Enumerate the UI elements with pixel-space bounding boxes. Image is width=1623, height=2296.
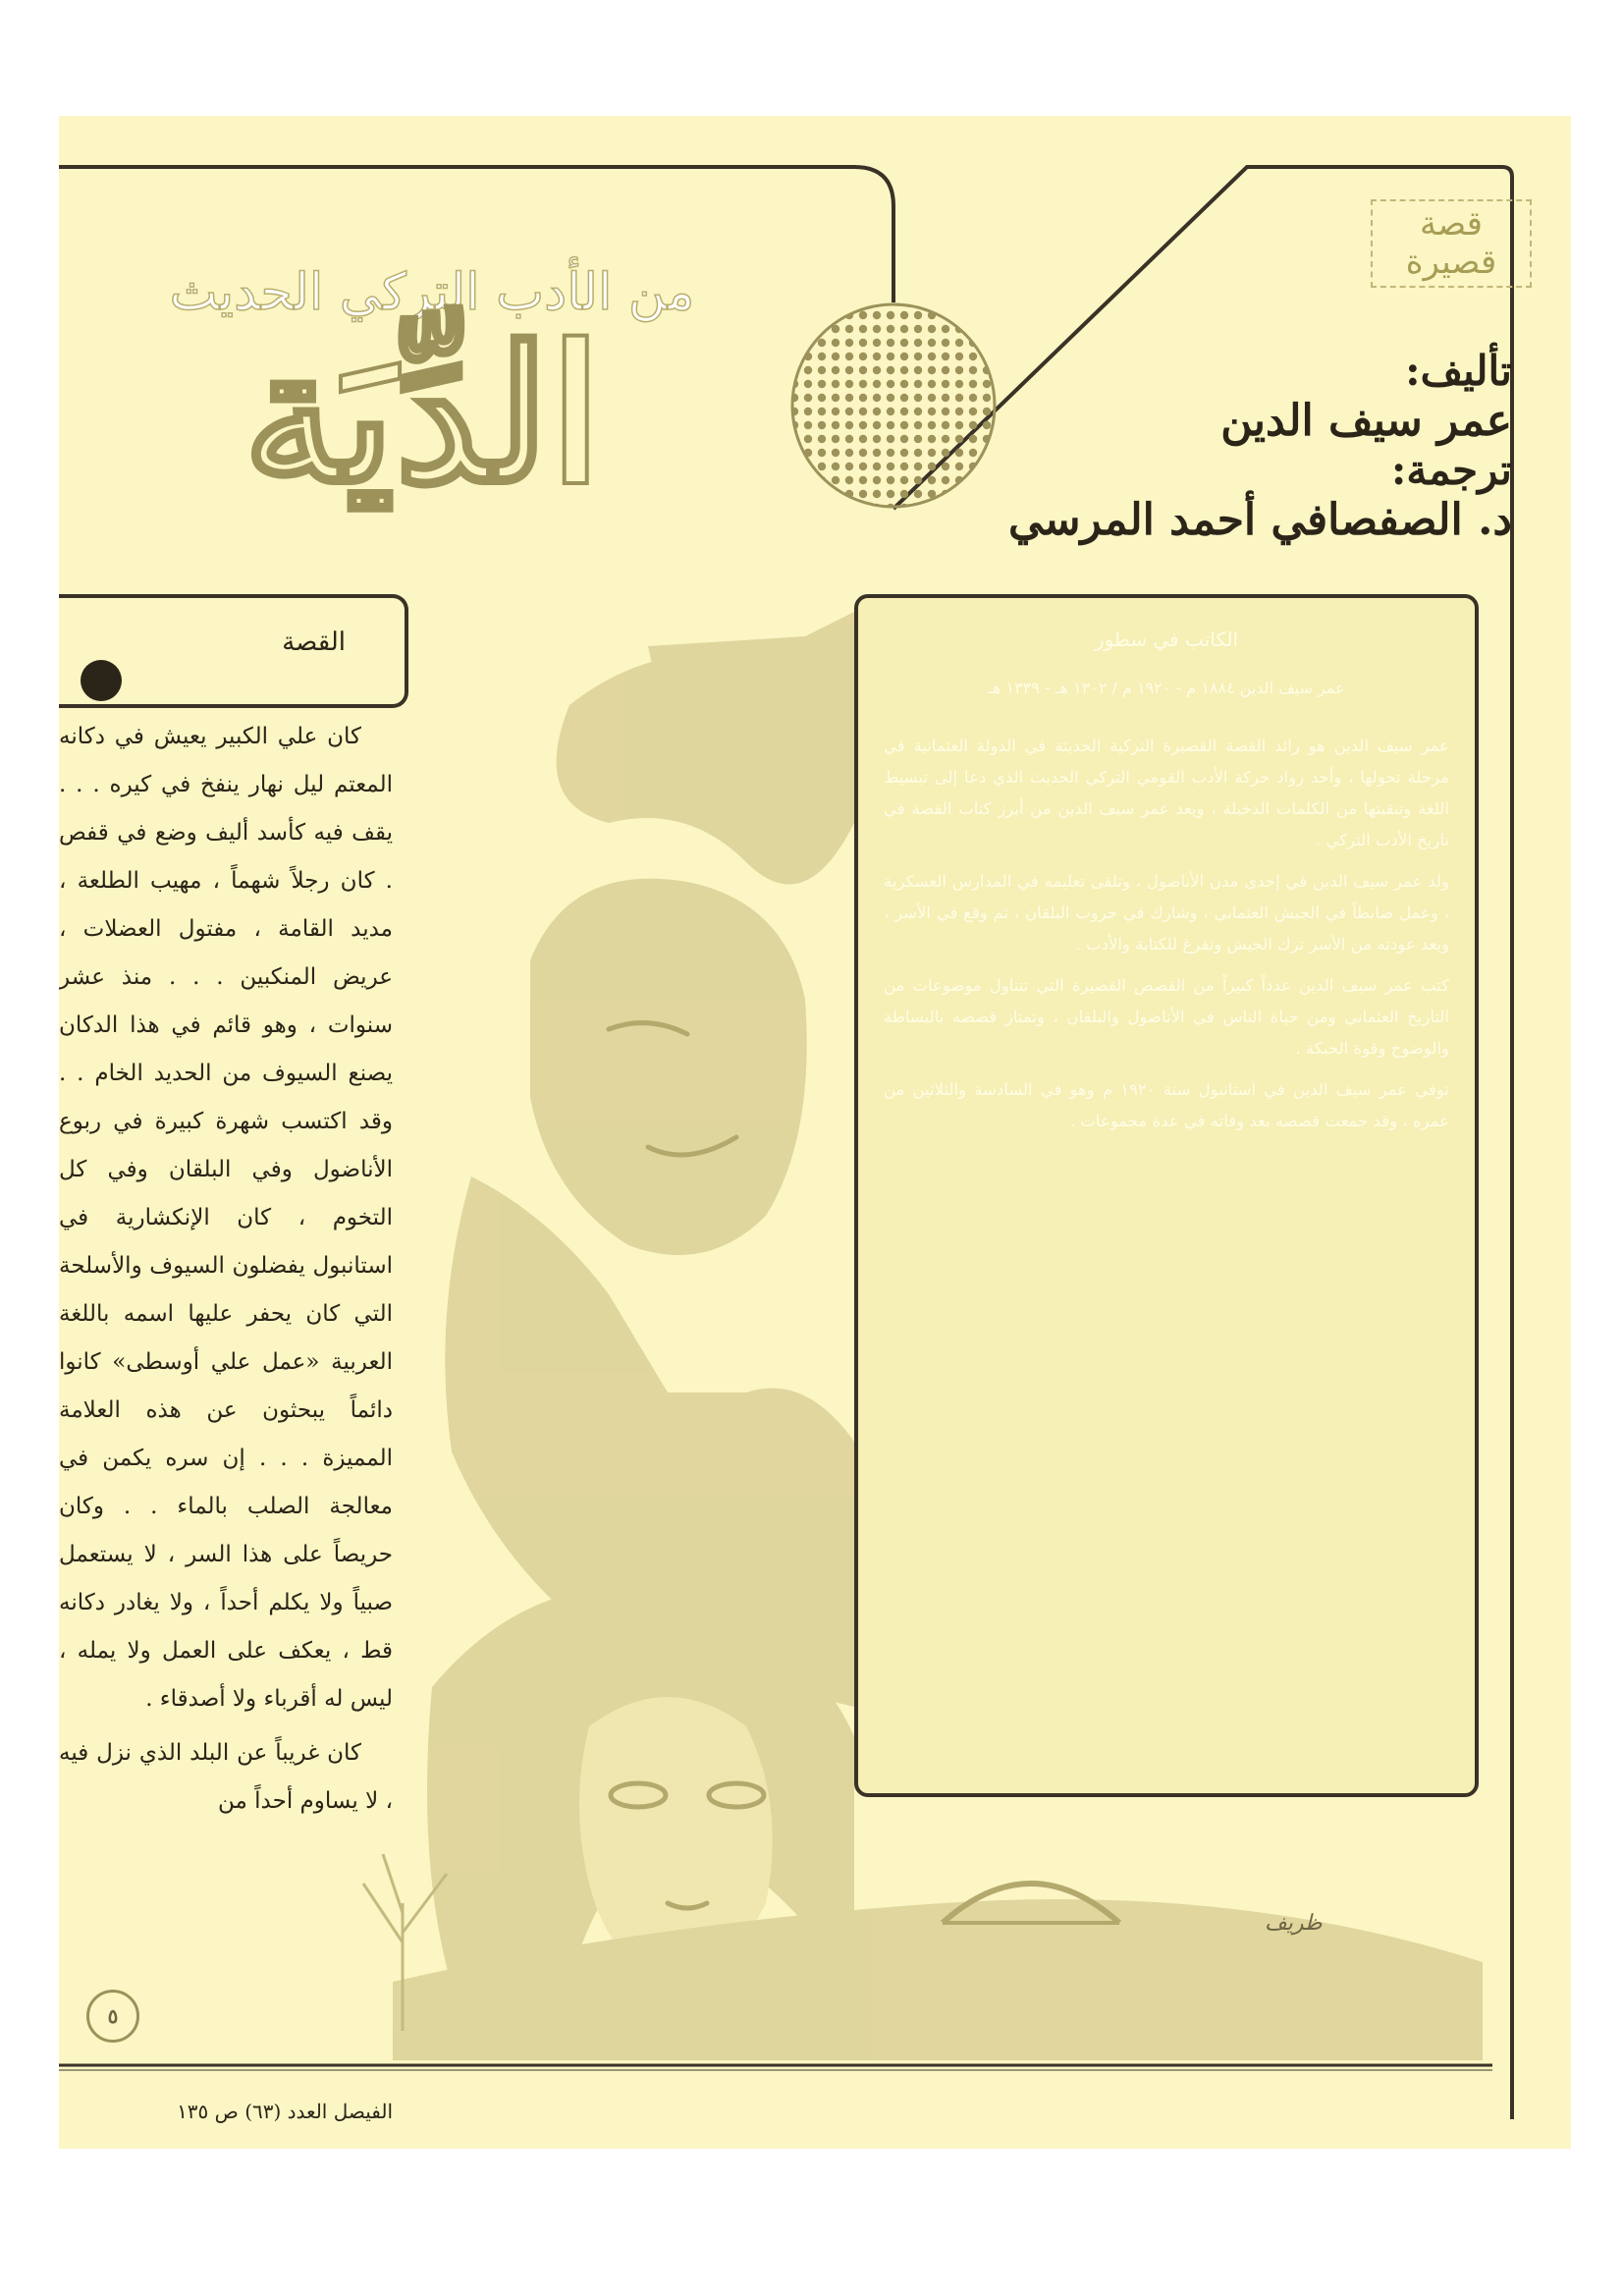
story-paragraph: كان علي الكبير يعيش في دكانه المعتم ليل نهار ينفخ في كيره . . . يقف فيه كأسد أليف وضع في قفص . كان رجلاً شهماً ، مهيب الطلعة ، مديد القامة ، مفتول العضلات ، عريض المنكبين . . . منذ عشر سنوات ، وهو قائم في هذا الدكان يصنع السيوف من الحديد الخام . . وقد اكتسب شهرة كبيرة في ربوع الأناضول وفي البلقان وفي كل التخوم ، كان الإنكشارية في استانبول يفضلون السيوف والأسلحة التي كان يحفر عليها اسمه باللغة العربية «عمل علي أوسطى» كانوا دائماً يبحثون عن هذه العلامة المميزة . . . إن سره يكمن في معالجة الصلب بالماء . . وكان حريصاً على هذا السر ، لا يستعمل صبياً ولا يكلم أحداً ، ولا يغادر دكانه قط ، يعكف على العمل ولا يمله ، ليس له أقرباء ولا أصدقاء . xyxy=(59,724,393,1712)
author-role: تأليف: xyxy=(1405,347,1512,395)
story-body xyxy=(59,713,393,1831)
bio-paragraph: ولد عمر سيف الدين في إحدى مدن الأناضول ، وتلقى تعليمه في المدارس العسكرية ، وعمل ضابطاً في الجيش العثماني ، وشارك في حروب البلقان ، ثم وقع في الأسر ، وبعد عودته من الأسر ترك الجيش وتفرغ للكتابة والأدب . xyxy=(884,872,1449,954)
bio-dates: عمر سيف الدين ١٨٨٤ م - ١٩٢٠ م / ١٣٠٢ هـ - ١٣٣٩ هـ xyxy=(988,679,1345,697)
page-footer: الفيصل العدد (٦٣) ص ١٣٥ xyxy=(177,2100,393,2123)
series-label: قصة قصيرة xyxy=(1371,199,1532,288)
story-section-label: القصة xyxy=(282,628,346,657)
author-bio-box xyxy=(854,594,1479,1797)
translator-name: د. الصفصافي أحمد المرسي xyxy=(1007,495,1512,545)
bio-title: الكاتب في سطور xyxy=(1094,628,1239,651)
credits-block xyxy=(962,347,1512,546)
magazine-page xyxy=(59,116,1571,2149)
man-face-shape xyxy=(530,879,807,1255)
bio-paragraph: عمر سيف الدين هو رائد القصة القصيرة التركية الحديثة في الدولة العثمانية في مرحلة تحولها ، وأحد رواد حركة الأدب القومي التركي الحديث الذي دعا إلى تبسيط اللغة وتنقيتها من الكلمات الدخيلة ، ويعد عمر سيف الدين من أبرز كتاب القصة في تاريخ الأدب التركي . xyxy=(884,737,1449,849)
section-bullet-icon xyxy=(81,660,122,701)
article-subtitle: من الأدب التركي الحديث xyxy=(169,263,695,322)
bio-paragraph: كتب عمر سيف الدين عدداً كبيراً من القصص القصيرة التي تتناول موضوعات من التاريخ العثماني ومن حياة الناس في الأناضول والبلقان ، وتمتاز قصصه بالبساطة والوضوح وقوة الحبكة . xyxy=(884,976,1449,1058)
artist-signature: ظريف xyxy=(1265,1911,1323,1936)
page-badge: ٥ xyxy=(86,1990,139,2043)
author-name: عمر سيف الدين xyxy=(1220,395,1512,446)
story-paragraph: كان غريباً عن البلد الذي نزل فيه ، لا يساوم أحداً من xyxy=(59,1740,393,1814)
turban-shape xyxy=(557,653,854,885)
bio-paragraph: توفي عمر سيف الدين في استانبول سنة ١٩٢٠ م وهو في السادسة والثلاثين من عمره ، وقد جمعت قصصه بعد وفاته في عدة مجموعات . xyxy=(884,1080,1449,1130)
translator-role: ترجمة: xyxy=(1390,446,1512,495)
article-title: الدِّيَة xyxy=(243,305,602,524)
